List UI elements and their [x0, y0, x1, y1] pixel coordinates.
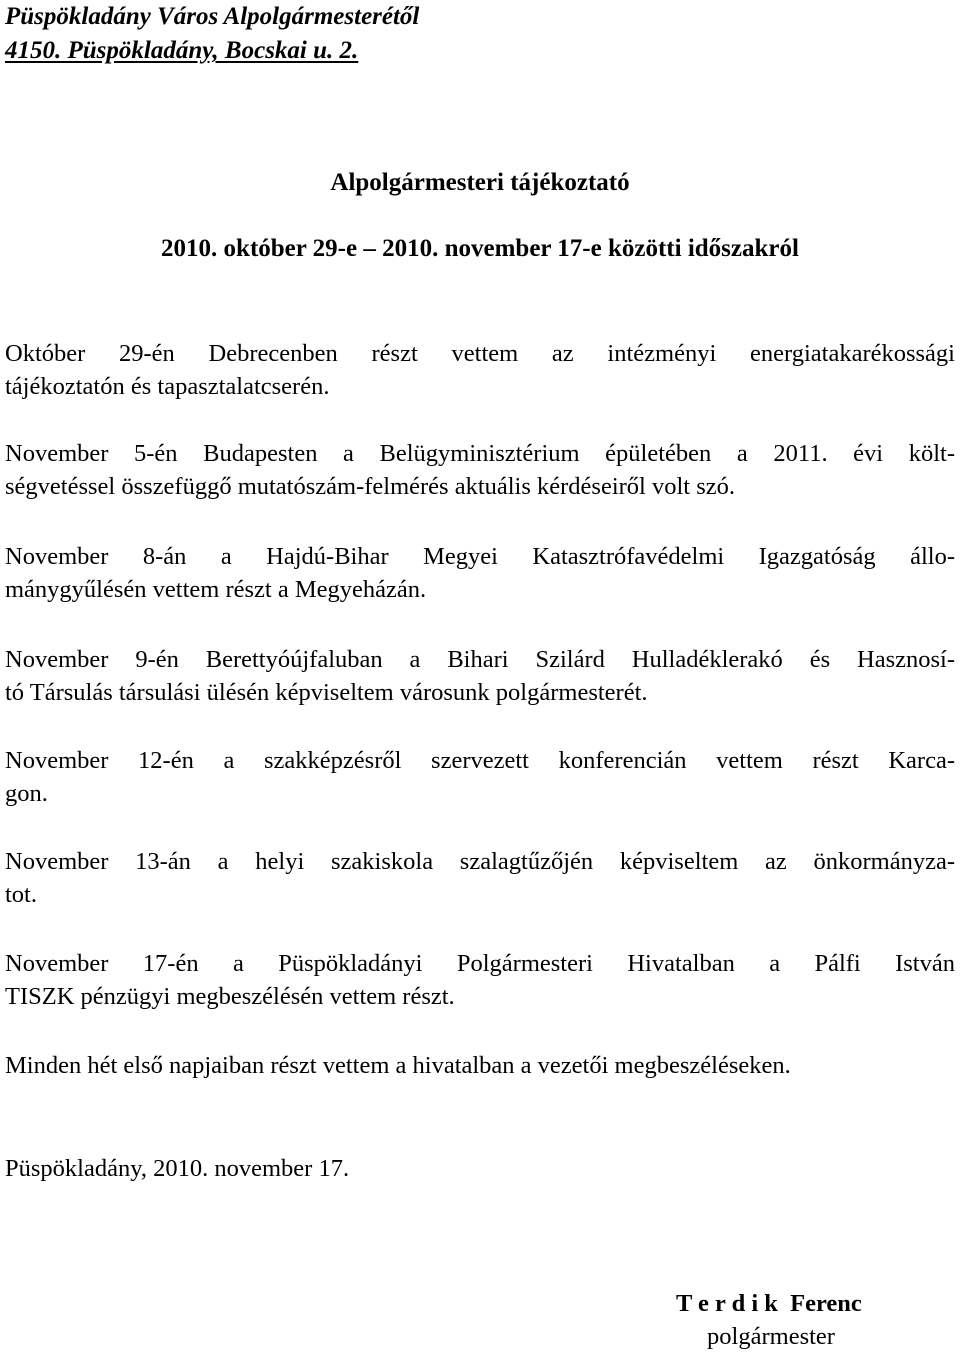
paragraph-line: November 9-én Berettyóújfaluban a Bihari Szilárd Hulladéklerakó és Hasznosí-: [5, 646, 955, 673]
paragraph-nov-17: [5, 947, 955, 1013]
sender-address: 4150. Püspökladány, Bocskai u. 2.: [5, 37, 359, 64]
paragraph-line: tot.: [5, 881, 37, 908]
paragraph-line: Október 29-én Debrecenben részt vettem az intézményi energiatakarékossági: [5, 340, 955, 367]
paragraph-nov-5: [5, 437, 955, 503]
paragraph-line: November 17-én a Püspökladányi Polgármesteri Hivatalban a Pálfi István: [5, 950, 955, 977]
paragraph-nov-8: [5, 540, 955, 606]
paragraph-line: TISZK pénzügyi megbeszélésén vettem részt.: [5, 983, 455, 1010]
paragraph-line: November 13-án a helyi szakiskola szalagtűzőjén képviseltem az önkormányza-: [5, 848, 955, 875]
paragraph-line: Minden hét első napjaiban részt vettem a hivatalban a vezetői megbeszéléseken.: [5, 1052, 791, 1079]
paragraph-line: November 12-én a szakképzésről szervezett konferencián vettem részt Karca-: [5, 747, 955, 774]
document-period: 2010. október 29-e – 2010. november 17-e közötti időszakról: [161, 235, 799, 262]
paragraph-line: November 5-én Budapesten a Belügyminisztérium épületében a 2011. évi költ-: [5, 440, 955, 467]
place-and-date: Püspökladány, 2010. november 17.: [5, 1155, 350, 1182]
paragraph-weekly: [5, 1049, 955, 1082]
document-title: Alpolgármesteri tájékoztató: [330, 169, 630, 196]
paragraph-line: ségvetéssel összefüggő mutatószám-felmérés aktuális kérdéseiről volt szó.: [5, 473, 736, 500]
paragraph-nov-13: [5, 845, 955, 911]
paragraph-nov-9: [5, 643, 955, 709]
paragraph-line: tájékoztatón és tapasztalatcserén.: [5, 373, 330, 400]
signatory-role: polgármester: [707, 1323, 835, 1350]
sender-name: Püspökladány Város Alpolgármesterétől: [5, 3, 420, 30]
paragraph-nov-12: [5, 744, 955, 810]
signatory-name: T e r d i k Ferenc: [676, 1290, 862, 1317]
paragraph-line: gon.: [5, 780, 48, 807]
paragraph-line: mánygyűlésén vettem részt a Megyeházán.: [5, 576, 427, 603]
paragraph-line: tó Társulás társulási ülésén képviseltem városunk polgármesterét.: [5, 679, 648, 706]
paragraph-line: November 8-án a Hajdú-Bihar Megyei Katasztrófavédelmi Igazgatóság állo-: [5, 543, 955, 570]
paragraph-oct-29: [5, 337, 955, 403]
